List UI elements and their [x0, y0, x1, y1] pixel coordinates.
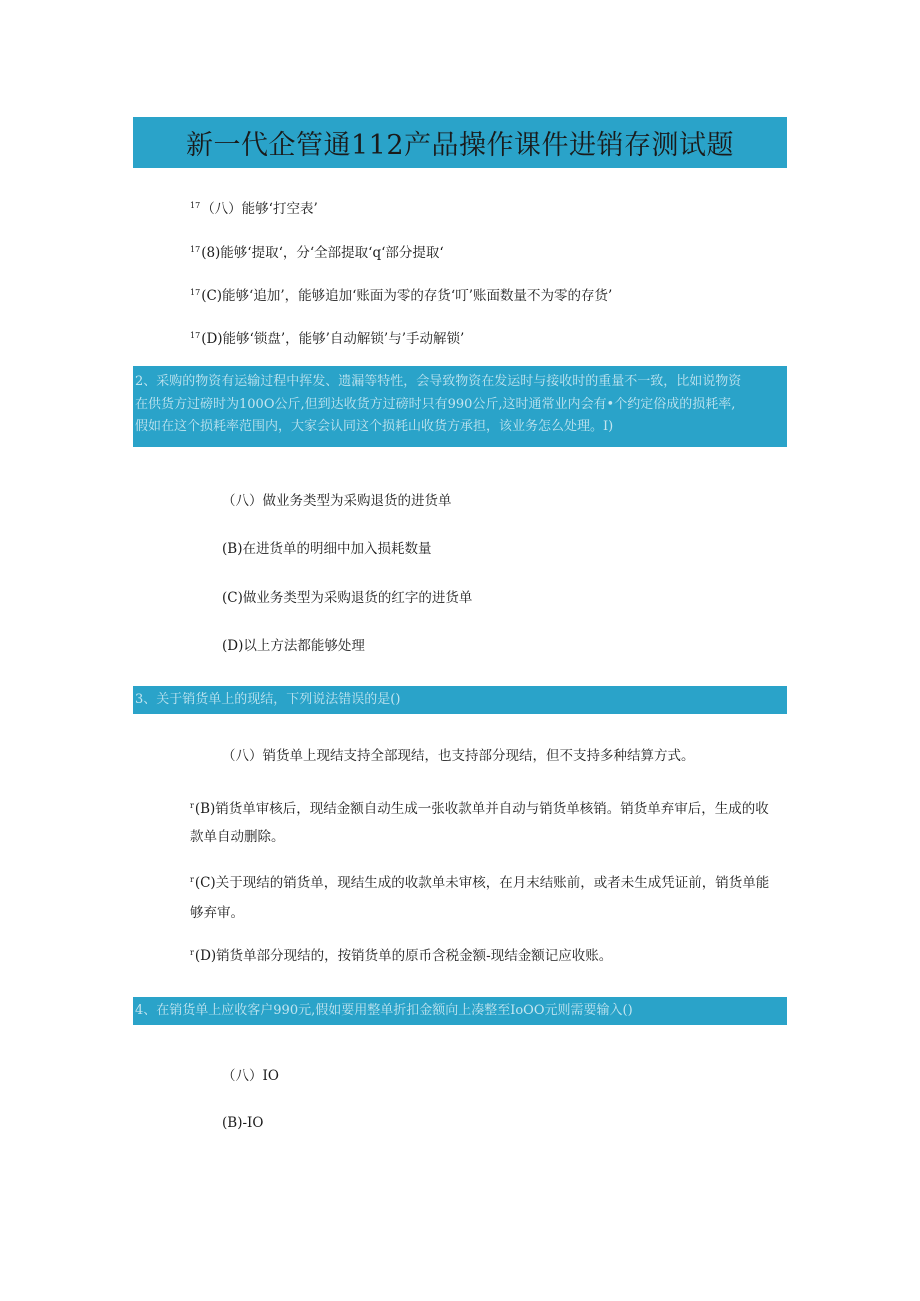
q4-option-a: （八）IO [222, 1068, 279, 1084]
q1-option-b-prefix: 17 [190, 245, 201, 254]
q1-option-a-text: （八）能够‘打空表’ [201, 201, 318, 217]
q1-option-c-prefix: 17 [190, 288, 201, 297]
q4-question-text: 4、在销货单上应收客户990元,假如要用整单折扣金额向上凑整至IoOO元则需要输入() [135, 1003, 633, 1018]
q2-line-3: 假如在这个损耗率范围内，大家会认同这个损耗山收货方承担，该业务怎么处理。I) [135, 419, 614, 434]
q3-option-a: （八）销货单上现结支持全部现结，也支持部分现结，但不支持多种结算方式。 [222, 748, 695, 764]
q1-option-d [190, 327, 464, 348]
q2-line-2: 在供货方过磅时为100O公斤,但到达收货方过磅时只有990公斤,这时通常业内会有•个约定俗成的损耗率, [135, 396, 736, 412]
q3-option-b-text-2: 款单自动删除。 [190, 829, 285, 845]
q3-option-c-prefix: r [190, 875, 194, 884]
q3-option-c-text-2: 够弃审。 [190, 905, 244, 921]
q3-option-b-line-1 [190, 797, 769, 818]
q4-banner [133, 997, 787, 1025]
page-title: 新一代企管通112产品操作课件进销存测试题 [185, 130, 735, 161]
q3-option-c-line-1 [190, 871, 769, 892]
q1-option-c-text: (C)能够‘追加’，能够追加‘账面为零的存货‘叮’账面数量不为零的存货’ [201, 288, 613, 304]
title-banner [133, 117, 787, 168]
q1-option-d-prefix: 17 [190, 331, 201, 340]
q2-banner [133, 366, 787, 447]
q3-option-d [190, 944, 612, 965]
q2-option-c: (C)做业务类型为采购退货的红字的进货单 [222, 590, 473, 606]
q2-option-a: （八）做业务类型为采购退货的进货单 [222, 493, 452, 509]
q1-option-b [190, 241, 444, 262]
q1-option-a-prefix: 17 [190, 201, 201, 210]
q3-option-c-text-1: (C)关于现结的销货单，现结生成的收款单未审核，在月末结账前，或者未生成凭证前，销货单能 [194, 875, 770, 891]
q3-option-d-prefix: r [190, 948, 194, 957]
q1-option-c [190, 284, 612, 305]
q1-option-b-text: (8)能够‘提取‘，分‘全部提取‘q‘部分提取‘ [201, 245, 444, 261]
q3-option-b-text-1: (B)销货单审核后，现结金额自动生成一张收款单并自动与销货单核销。销货单弃审后，生成的收 [194, 801, 769, 817]
q2-option-d: (D)以上方法都能够处理 [222, 638, 365, 654]
q1-option-a [190, 197, 318, 218]
q3-question-text: 3、关于销货单上的现结，下列说法错误的是() [135, 692, 401, 707]
q2-line-1: 2、采购的物资有运输过程中挥发、遗漏等特性，会导致物资在发运时与接收时的重量不一致，比如说物资 [135, 374, 742, 389]
q2-option-b: (B)在进货单的明细中加入损耗数量 [222, 541, 432, 557]
q3-option-b-prefix: r [190, 801, 194, 810]
q4-option-b: (B)-IO [222, 1115, 264, 1131]
q1-option-d-text: (D)能够‘锁盘’，能够’自动解锁’与’手动解锁’ [201, 331, 465, 347]
q3-banner [133, 686, 787, 714]
q3-option-d-text: (D)销货单部分现结的，按销货单的原币含税金额-现结金额记应收账。 [194, 948, 613, 964]
